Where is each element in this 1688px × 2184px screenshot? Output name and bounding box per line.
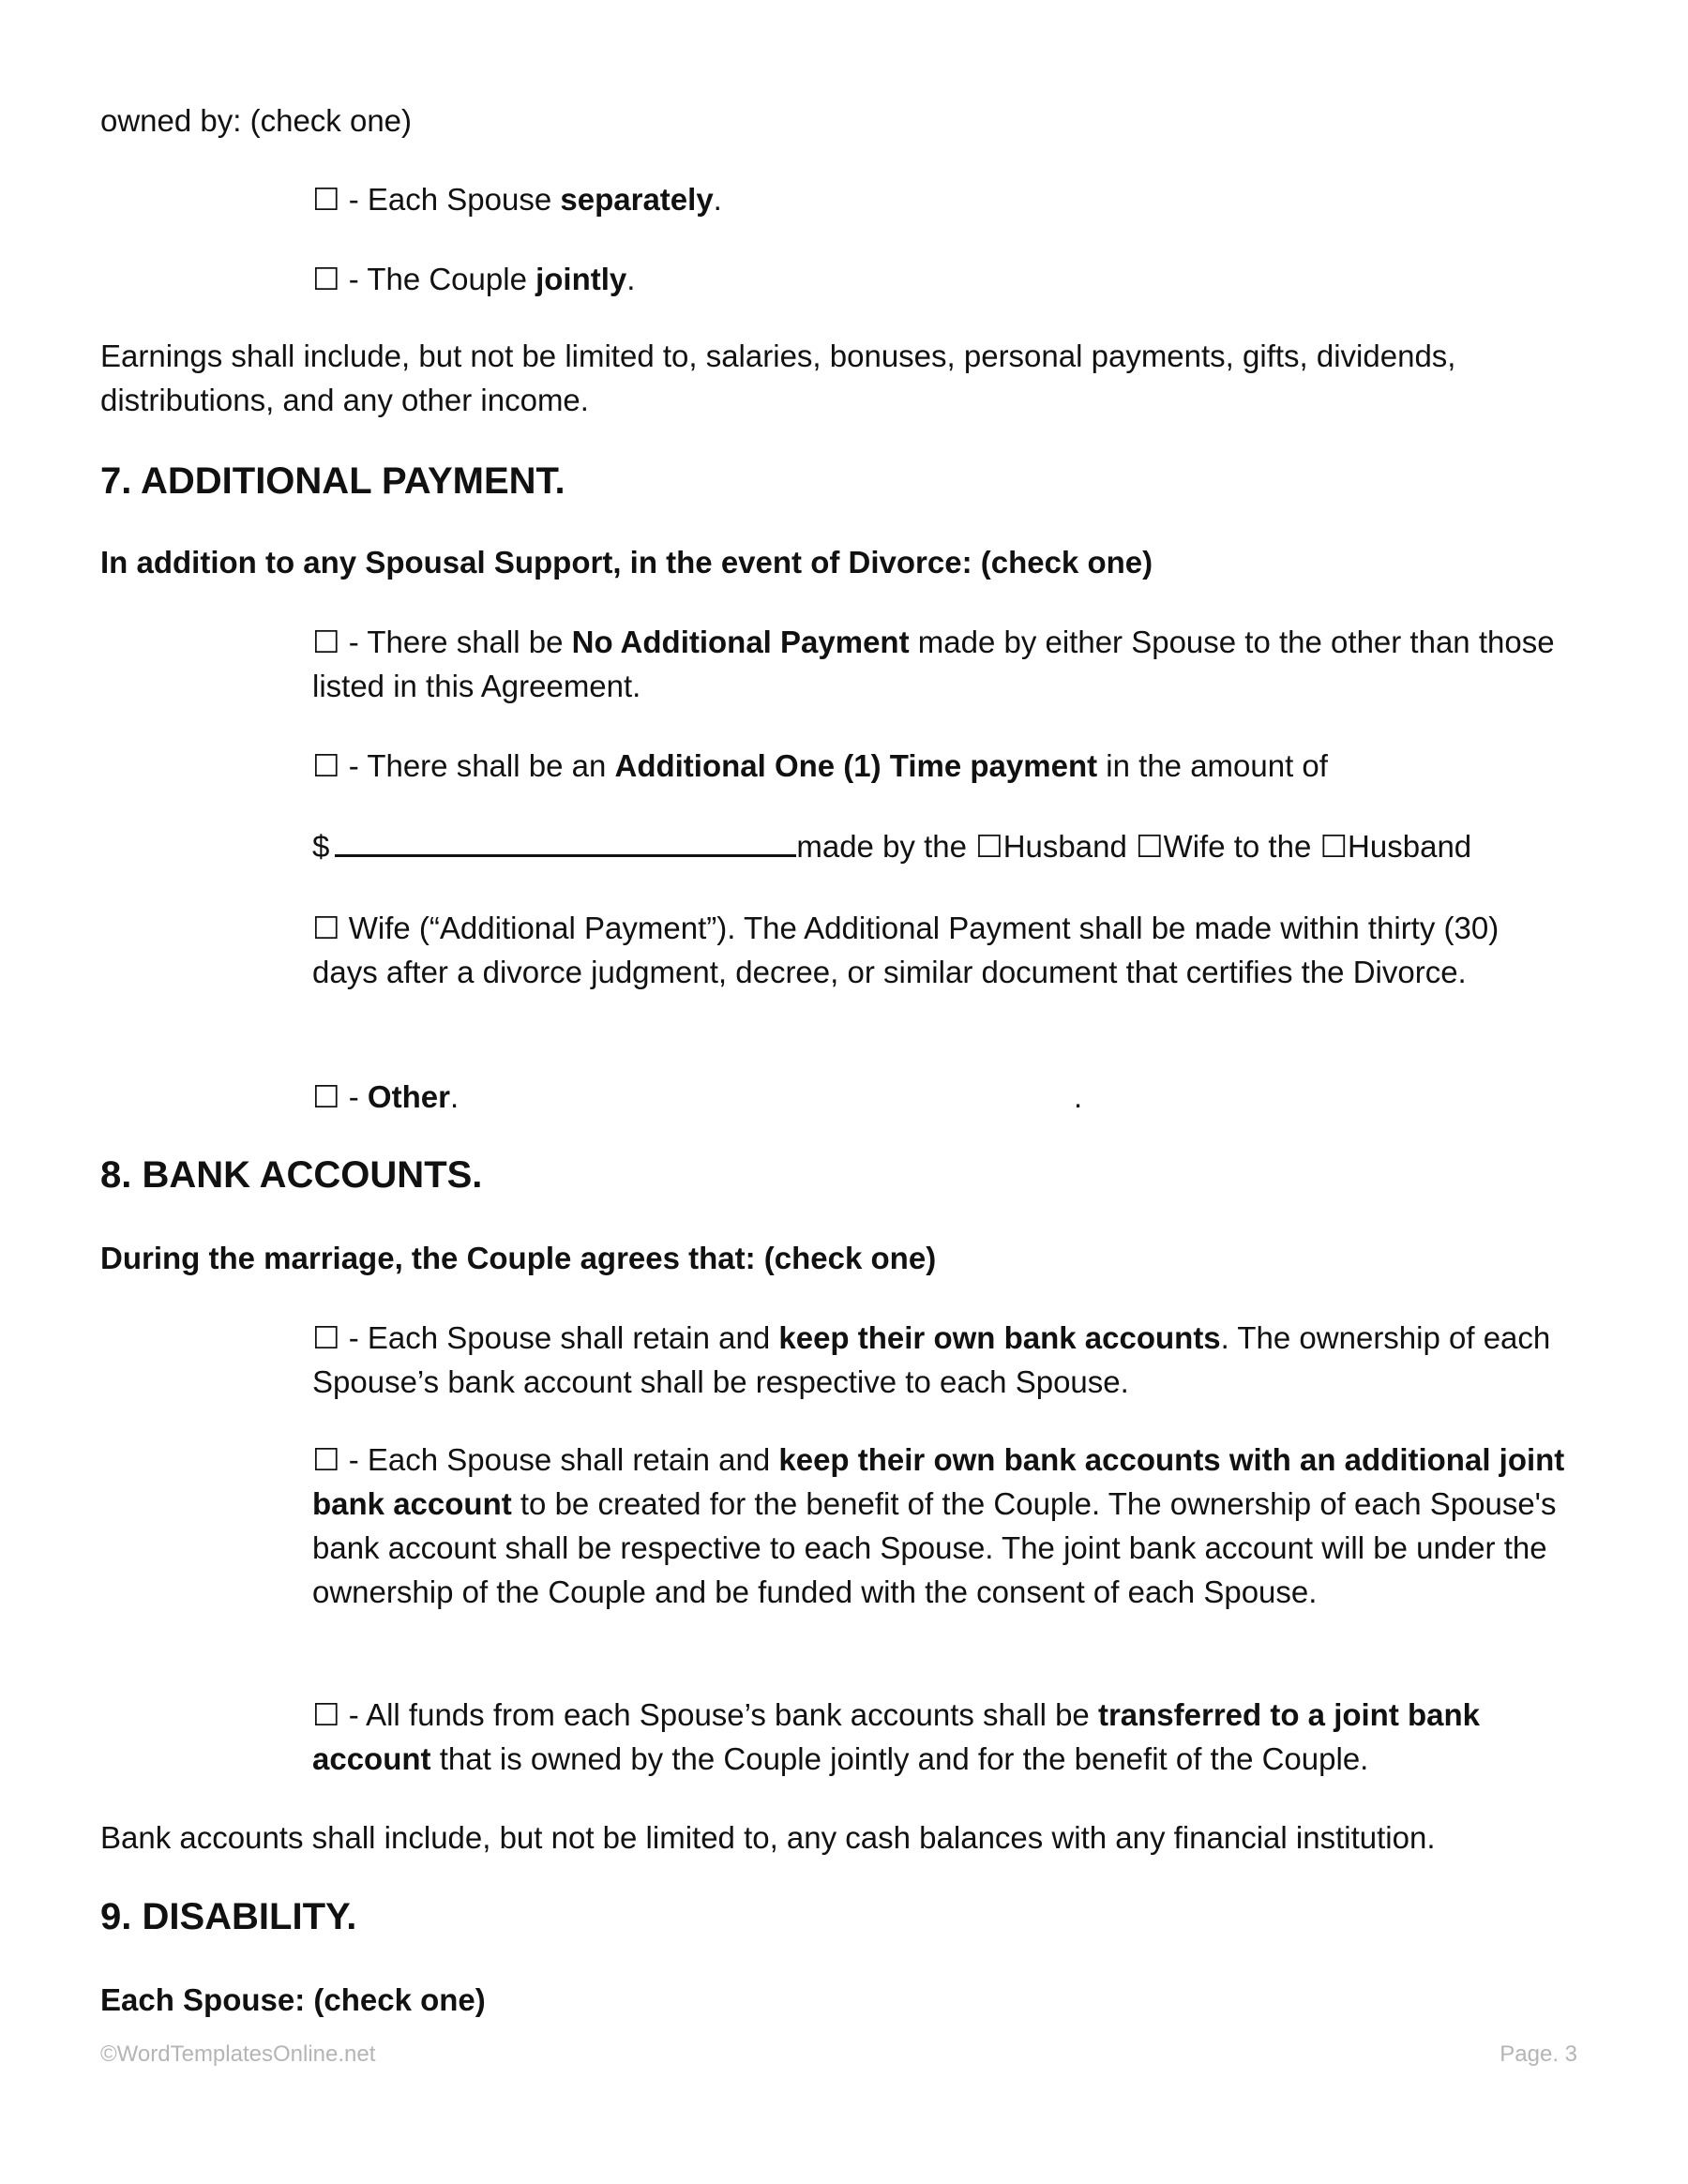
heading-disability: 9. DISABILITY. bbox=[100, 1896, 357, 1937]
earnings-definition: Earnings shall include, but not be limited to, salaries, bonuses, personal payments, gifts, dividends, distributions, and any other income. bbox=[100, 339, 1456, 417]
option-separately[interactable]: ☐ - Each Spouse separately. bbox=[312, 182, 722, 217]
option-jointly[interactable]: ☐ - The Couple jointly. bbox=[312, 262, 636, 296]
heading-bank-accounts: 8. BANK ACCOUNTS. bbox=[100, 1154, 483, 1196]
option-one-time-payment[interactable]: ☐ - There shall be an Additional One (1) Time payment in the amount of bbox=[312, 748, 1328, 783]
disability-intro: Each Spouse: (check one) bbox=[100, 1982, 486, 2017]
amount-field[interactable] bbox=[335, 826, 796, 857]
additional-payment-intro: In addition to any Spousal Support, in the event of Divorce: (check one) bbox=[100, 545, 1153, 580]
option-no-additional-payment[interactable]: ☐ - There shall be No Additional Payment made by either Spouse to the other than those listed in this Agreement. bbox=[312, 625, 1555, 703]
footer-copyright: ©WordTemplatesOnline.net bbox=[100, 2041, 376, 2067]
bank-accounts-definition: Bank accounts shall include, but not be limited to, any cash balances with any financial institution. bbox=[100, 1820, 1436, 1855]
amount-line: $ made by the ☐Husband ☐Wife to the ☐Husband bbox=[312, 824, 1597, 868]
footer-page-number: Page. 3 bbox=[1500, 2041, 1577, 2067]
bank-accounts-intro: During the marriage, the Couple agrees that: (check one) bbox=[100, 1241, 937, 1275]
other-blank-end: . bbox=[1074, 1079, 1083, 1114]
heading-additional-payment: 7. ADDITIONAL PAYMENT. bbox=[100, 460, 565, 502]
owned-by-label: owned by: (check one) bbox=[100, 103, 413, 138]
option-transfer-to-joint[interactable]: ☐ - All funds from each Spouse’s bank accounts shall be transferred to a joint bank account that is owned by the Couple jointly and for the benefit of the Couple. bbox=[312, 1697, 1481, 1776]
option-keep-own-accounts[interactable]: ☐ - Each Spouse shall retain and keep their own bank accounts. The ownership of each Spouse’s bank account shall be respective to each Spouse. bbox=[312, 1320, 1551, 1399]
option-other[interactable]: ☐ - Other. . bbox=[312, 1075, 1597, 1119]
option-wife-payment-terms[interactable]: ☐ Wife (“Additional Payment”). The Additional Payment shall be made within thirty (30) days after a divorce judgment, decree, or similar document that certifies the Divorce. bbox=[312, 911, 1500, 989]
option-own-plus-joint-account[interactable]: ☐ - Each Spouse shall retain and keep their own bank accounts with an additional joint bank account to be created for the benefit of the Couple. The ownership of each Spouse's bank account shall be respective to each Spouse. The joint bank account will be under the ownership of the Couple and be funded with the consent of each Spouse. bbox=[312, 1442, 1565, 1609]
